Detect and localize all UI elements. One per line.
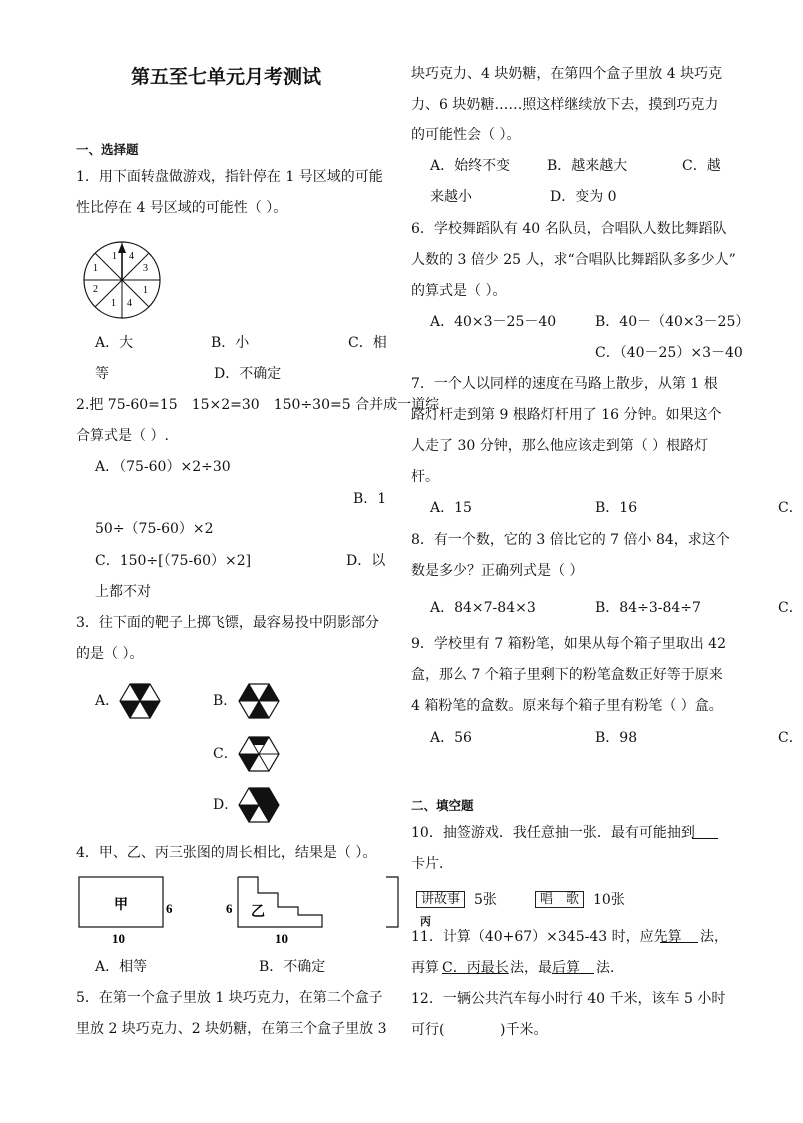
q3-option-a[interactable]: A．	[95, 693, 120, 709]
q7-option-a[interactable]: A．15	[430, 500, 472, 516]
q4-line1: 4．甲、乙、丙三张图的周长相比，结果是（ ）。	[76, 845, 377, 861]
q3-line2: 的是（ ）。	[76, 646, 144, 662]
q2-option-a[interactable]: A．（75-60）×2÷30	[95, 459, 231, 475]
q4-option-a[interactable]: A．相等	[95, 959, 148, 975]
q2-option-d-cont: 上都不对	[95, 584, 151, 600]
q4-option-b[interactable]: B．不确定	[259, 959, 326, 975]
perimeter-figures	[76, 874, 456, 949]
q11-line2b: 法，最后算	[510, 960, 580, 976]
q6-line3: 的算式是（ ）。	[411, 283, 507, 299]
q2-option-c[interactable]: C．150÷[（75-60）×2]	[95, 553, 252, 569]
q7-line2: 路灯杆走到第 9 根路灯杆用了 16 分钟。如果这个	[411, 407, 722, 423]
spinner-figure	[81, 240, 163, 320]
q5-option-b[interactable]: B．越来越大	[547, 158, 628, 174]
q4-option-c-overlap: C．丙最长	[442, 960, 509, 976]
q2-option-b[interactable]: B．1	[353, 491, 387, 507]
q7-line4: 杆。	[411, 469, 439, 485]
card-singing-count: 10张	[593, 892, 625, 908]
q12-line2b: )千米。	[500, 1022, 548, 1038]
q6-line1: 6．学校舞蹈队有 40 名队员，合唱队人数比舞蹈队	[411, 221, 727, 237]
q1-option-a[interactable]: A．大	[95, 335, 134, 351]
figure-jia-base: 10	[112, 931, 125, 946]
q1-option-c-cont: 等	[95, 366, 109, 382]
q3-line1: 3．往下面的靶子上掷飞镖，最容易投中阴影部分	[76, 615, 379, 631]
q8-option-b[interactable]: B．84÷3-84÷7	[595, 600, 701, 616]
card-singing: 唱 歌	[535, 891, 584, 908]
spinner-label: 2	[93, 284, 98, 295]
q8-line1: 8．有一个数，它的 3 倍比它的 7 倍小 84，求这个	[411, 532, 730, 548]
figure-jia-side: 6	[166, 901, 173, 916]
q10-line1: 10．抽签游戏．我任意抽一张．最有可能抽到	[411, 825, 695, 841]
q10-line2: 卡片．	[411, 856, 453, 872]
q2-line2: 合算式是（ ）.	[76, 428, 169, 444]
q2-option-d[interactable]: D．以	[346, 553, 386, 569]
q8-option-c[interactable]: C．	[778, 600, 803, 616]
q3-option-b[interactable]: B．	[213, 693, 238, 709]
q9-line3: 4 箱粉笔的盒数。原来每个箱子里有粉笔（ ）盒。	[411, 698, 723, 714]
section-choice-heading: 一、选择题	[76, 142, 139, 157]
q5-option-d[interactable]: D．变为 0	[550, 189, 617, 205]
q5-line3: 块巧克力、4 块奶糖，在第四个盒子里放 4 块巧克	[411, 66, 723, 82]
spinner-label: 4	[129, 251, 134, 262]
q1-option-c[interactable]: C．相	[348, 335, 387, 351]
q9-line2: 盒，那么 7 个箱子里剩下的粉笔盒数正好等于原来	[411, 667, 723, 683]
q5-line4: 力、6 块奶糖……照这样继续放下去，摸到巧克力	[411, 97, 719, 113]
figure-jia-label: 甲	[114, 898, 128, 913]
q7-line3: 人走了 30 分钟，那么他应该走到第（ ）根路灯	[411, 438, 709, 454]
q11-line1-end: 法，	[700, 929, 728, 945]
q6-option-a[interactable]: A．40×3－25－40	[430, 314, 557, 330]
q5-line2: 里放 2 块巧克力、2 块奶糖，在第三个盒子里放 3	[76, 1021, 387, 1037]
hexagon-target-c	[238, 736, 280, 772]
q5-option-c[interactable]: C．越	[682, 158, 721, 174]
q11-line2-end: 法．	[596, 960, 624, 976]
figure-bing-label: 丙	[420, 915, 431, 928]
q11-blank-3[interactable]	[552, 973, 594, 974]
q3-option-c[interactable]: C．	[213, 746, 238, 762]
q9-line1: 9．学校里有 7 箱粉笔，如果从每个箱子里取出 42	[411, 636, 726, 652]
q1-option-d[interactable]: D．不确定	[214, 366, 282, 382]
card-storytelling: 讲故事	[416, 891, 465, 908]
q12-line2a: 可行(	[411, 1022, 445, 1038]
hexagon-target-b	[238, 683, 280, 719]
figure-yi-side: 6	[226, 901, 233, 916]
q9-option-b[interactable]: B．98	[595, 730, 638, 746]
q6-line2: 人数的 3 倍少 25 人，求“合唱队比舞蹈队多多少人”	[411, 252, 736, 268]
hexagon-target-d	[238, 787, 280, 823]
q12-line1: 12．一辆公共汽车每小时行 40 千米，该车 5 小时	[411, 991, 726, 1007]
q5-line1: 5．在第一个盒子里放 1 块巧克力，在第二个盒子	[76, 990, 383, 1006]
q8-option-a[interactable]: A．84×7-84×3	[430, 600, 536, 616]
q1-line2: 性比停在 4 号区域的可能性（ ）。	[76, 200, 288, 216]
q9-option-c[interactable]: C．	[778, 730, 803, 746]
q6-option-b[interactable]: B．40－（40×3－25）	[595, 314, 750, 330]
q7-option-c[interactable]: C．	[778, 500, 803, 516]
q5-line5: 的可能性会（ ）。	[411, 127, 521, 143]
q8-line2: 数是多少？正确列式是（ ）	[411, 563, 584, 579]
figure-yi-label: 乙	[251, 905, 265, 920]
section-fill-heading: 二、填空题	[411, 798, 474, 813]
q10-blank[interactable]	[692, 838, 718, 839]
q5-option-c-cont: 来越小	[430, 189, 472, 205]
q2-line1: 2.把 75-60=15 15×2=30 150÷30=5 合并成一道综	[76, 397, 440, 413]
spinner-label: 1	[111, 298, 116, 309]
figure-yi-base: 10	[275, 931, 288, 946]
q1-option-b[interactable]: B．小	[211, 335, 250, 351]
q7-line1: 7．一个人以同样的速度在马路上散步，从第 1 根	[411, 376, 718, 392]
spinner-label: 3	[143, 263, 148, 274]
q7-option-b[interactable]: B．16	[595, 500, 638, 516]
q3-option-d[interactable]: D．	[213, 797, 239, 813]
q5-option-a[interactable]: A．始终不变	[430, 158, 511, 174]
q9-option-a[interactable]: A．56	[430, 730, 472, 746]
q11-line1: 11．计算（40+67）×345-43 时，应先算	[411, 929, 682, 945]
q6-option-c[interactable]: C．（40－25）×3－40	[595, 345, 743, 361]
spinner-label: 4	[127, 298, 132, 309]
q11-line2a: 再算	[411, 960, 439, 976]
spinner-label: 1	[143, 285, 148, 296]
spinner-label: 1	[112, 251, 117, 262]
card-storytelling-count: 5张	[474, 892, 497, 908]
q1-line1: 1．用下面转盘做游戏，指针停在 1 号区域的可能	[76, 169, 383, 185]
page-title: 第五至七单元月考测试	[131, 66, 322, 88]
q2-option-b-cont: 50÷（75-60）×2	[95, 521, 214, 537]
q11-blank-1[interactable]	[660, 942, 698, 943]
hexagon-target-a	[119, 683, 161, 719]
spinner-label: 1	[93, 263, 98, 274]
